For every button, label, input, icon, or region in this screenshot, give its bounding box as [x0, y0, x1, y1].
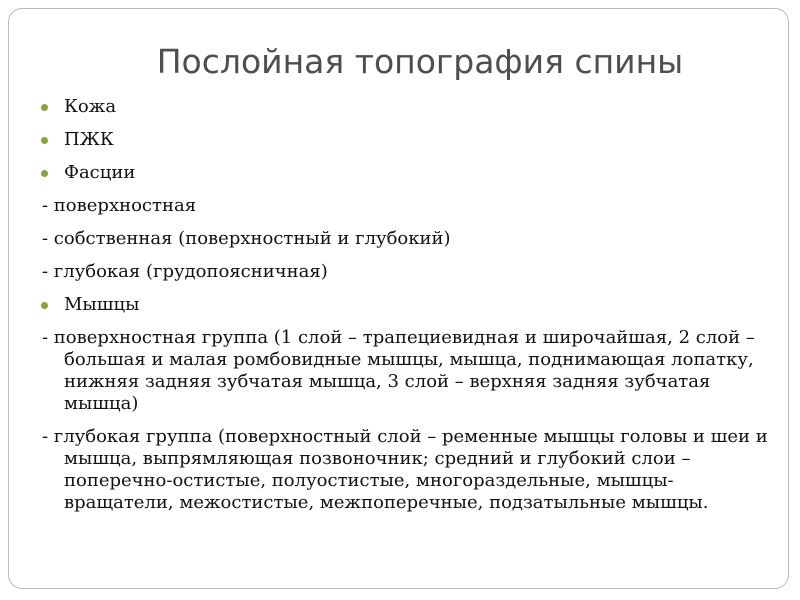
list-item-text: Кожа	[64, 96, 117, 117]
sub-item-superficial-fascia: - поверхностная	[42, 195, 197, 216]
bullet-icon	[41, 104, 48, 111]
list-item-subcutaneous-fat	[40, 129, 775, 151]
bullet-icon	[41, 137, 48, 144]
list-item-text: Мышцы	[64, 294, 140, 315]
list-item-skin	[40, 96, 775, 118]
list-item-text: ПЖК	[64, 129, 114, 150]
slide-content	[40, 96, 775, 525]
list-item-text: Фасции	[64, 162, 136, 183]
sub-item-deep-fascia: - глубокая (грудопоясничная)	[42, 261, 328, 282]
list-item-fascia	[40, 162, 775, 184]
sub-item-deep-muscle-group: - глубокая группа (поверхностный слой – ременные мышцы головы и шеи и мышца, выпрямляющая позвоночник; средний и глубокий слои – поперечно-остистые, полуостистые, многораздельные, мышцы-вращатели, межостистые, межпоперечные, подзатыльные мышцы.	[42, 426, 768, 513]
sub-item-own-fascia: - собственная (поверхностный и глубокий)	[42, 228, 451, 249]
sub-item-superficial-muscle-group: - поверхностная группа (1 слой – трапециевидная и широчайшая, 2 слой – большая и малая ромбовидные мышцы, мышца, поднимающая лопатку, нижняя задняя зубчатая мышца, 3 слой – верхняя задняя зубчатая мышца)	[42, 327, 755, 414]
bullet-icon	[41, 170, 48, 177]
slide-title: Послойная топография спины	[156, 42, 684, 81]
bullet-icon	[41, 302, 48, 309]
list-item-muscles	[40, 294, 775, 316]
